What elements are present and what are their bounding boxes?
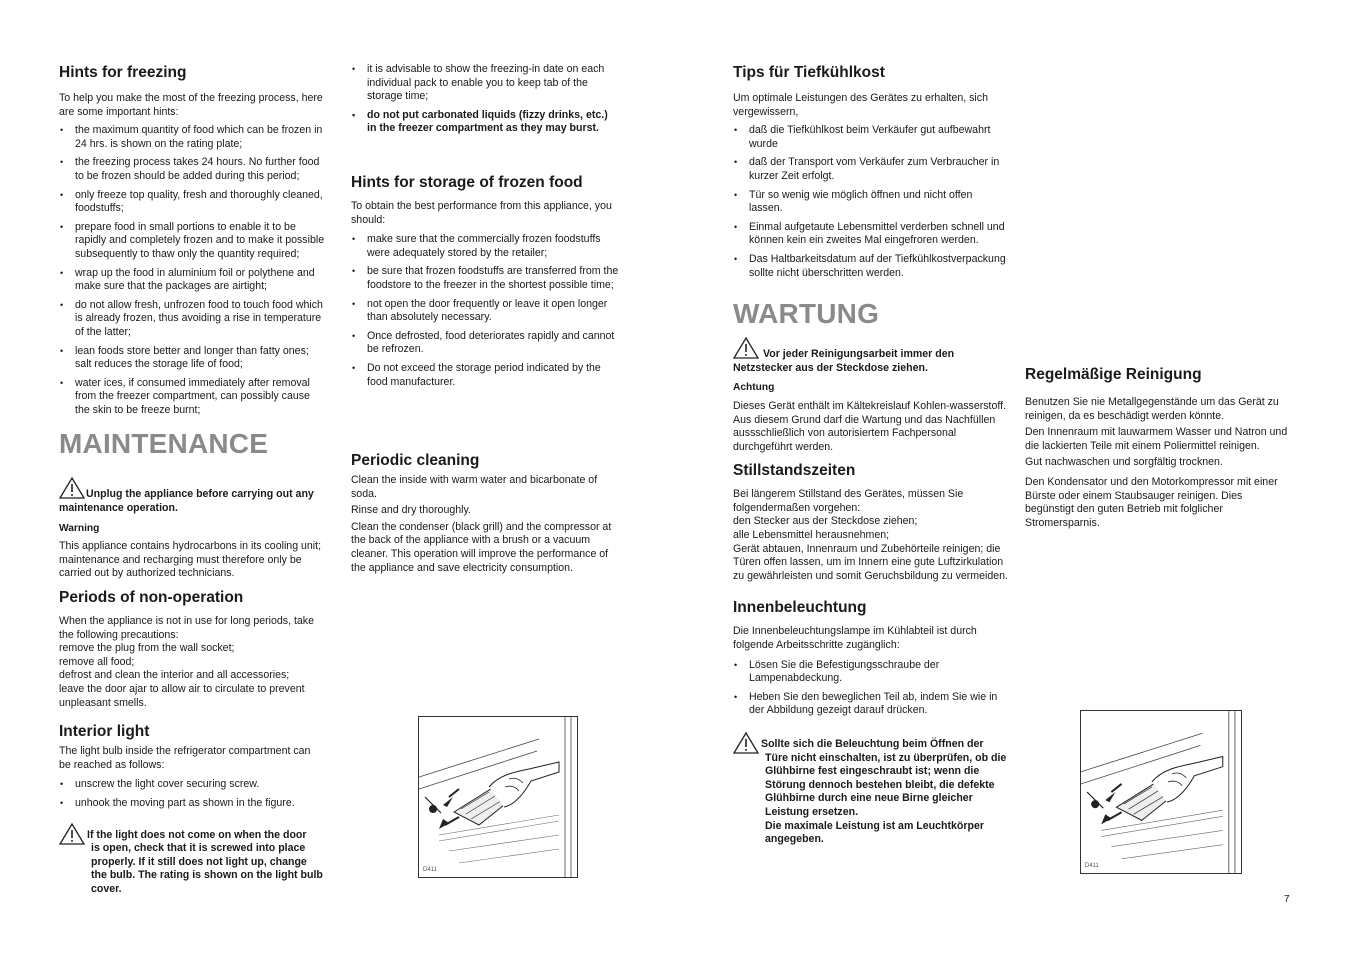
innen-warning [733, 738, 1008, 847]
list-item: • be sure that frozen foodstuffs are transferred from the foodstore to the freezer in the shortest possible time; [351, 265, 619, 292]
warning-triangle-icon [733, 732, 759, 754]
maintenance-warning [59, 477, 325, 515]
list-item: • not open the door frequently or leave it open longer than absolutely necessary. [351, 298, 619, 325]
list-item: • prepare food in small portions to enable it to be rapidly and completely frozen and to make it possible subsequently to thaw only the quantity required; [59, 221, 325, 262]
light-bulb-figure-right [1080, 710, 1242, 874]
list-item: • Lösen Sie die Befestigungsschraube der Lampenabdeckung. [733, 659, 1008, 686]
heading-stillstandszeiten: Stillstandszeiten [733, 462, 856, 480]
text-line: Gerät abtauen, Innenraum und Zubehörteile reinigen; die Türen offen lassen, um im Innern eine gute Luftzirkulation zu gewährleisten und somit Geruchsbildung zu vermeiden. [733, 542, 1008, 582]
interior-light-list [59, 778, 325, 810]
list-item: • Once defrosted, food deteriorates rapidly and cannot be refrozen. [351, 330, 619, 357]
periods-text [59, 615, 325, 710]
column-3 [733, 64, 1008, 847]
storage-intro: To obtain the best performance from this appliance, you should: [351, 199, 612, 226]
list-item: • Do not exceed the storage period indicated by the food manufacturer. [351, 362, 619, 389]
column-2 [351, 63, 619, 578]
achtung-label: Achtung [733, 382, 775, 394]
figure-label: D411 [423, 867, 437, 873]
heading-interior-light: Interior light [59, 723, 150, 741]
column-4 [1025, 366, 1291, 533]
text-line: defrost and clean the interior and all accessories; [59, 669, 290, 682]
warning-triangle-icon [59, 477, 85, 499]
light-cover-illustration [419, 717, 577, 877]
heading-innenbeleuchtung: Innenbeleuchtung [733, 599, 867, 617]
heading-maintenance: MAINTENANCE [59, 428, 269, 460]
text-line: remove all food; [59, 655, 135, 668]
hints-freezing-intro: To help you make the most of the freezing process, here are some important hints: [59, 92, 323, 118]
periodic-para: Clean the condenser (black grill) and the compressor at the back of the appliance with a brush or a vacuum cleaner. This operation will improve the performance of the appliance and save electricity consumption. [351, 520, 612, 574]
heading-periods-non-operation: Periods of non-operation [59, 589, 244, 607]
list-item: • do not allow fresh, unfrozen food to touch food which is already frozen, thus avoiding a rise in temperature of the latter; [59, 299, 325, 340]
periodic-para: Clean the inside with warm water and bicarbonate of soda. [351, 474, 598, 500]
warning-rest: is open, check that it is screwed into place properly. If it still does not light up, change the bulb. The rating is shown on the light bulb cover. [91, 842, 323, 895]
maintenance-warning-text: Unplug the appliance before carrying out any maintenance operation. [59, 488, 314, 515]
text-line: When the appliance is not in use for long periods, take the following precautions: [59, 615, 314, 641]
light-bulb-figure-left [418, 716, 578, 878]
list-item: • the maximum quantity of food which can be frozen in 24 hrs. is shown on the rating plate; [59, 124, 325, 151]
warning-triangle-icon [59, 823, 85, 845]
text-line: leave the door ajar to allow air to circulate to prevent unpleasant smells. [59, 683, 305, 709]
innen-list [733, 659, 1008, 718]
heading-regelmaessige-reinigung: Regelmäßige Reinigung [1025, 366, 1202, 383]
warning-first-line: If the light does not come on when the door [87, 828, 307, 841]
list-item: • daß die Tiefkühlkost beim Verkäufer gut aufbewahrt wurde [733, 124, 1008, 151]
warning-text: This appliance contains hydrocarbons in its cooling unit; maintenance and recharging must therefore only be carried out by authorized technicians. [59, 540, 322, 580]
list-item: • unhook the moving part as shown in the figure. [59, 797, 325, 811]
text-line: den Stecker aus der Steckdose ziehen; [733, 515, 918, 528]
warning-triangle-icon [733, 337, 759, 359]
wartung-warning-text: Vor jeder Reinigungsarbeit immer den Netzstecker aus der Steckdose ziehen. [733, 348, 955, 374]
list-item: • Einmal aufgetaute Lebensmittel verderben schnell und können kein ein zweites Mal eingefroren werden. [733, 221, 1008, 248]
list-item: • Das Haltbarkeitsdatum auf der Tiefkühlkostverpackung sollte nicht überschritten werden. [733, 253, 1008, 280]
warning-first-line: Sollte sich die Beleuchtung beim Öffnen der [761, 738, 984, 750]
column-1 [59, 64, 325, 897]
regel-para: Gut nachwaschen und sorgfältig trocknen. [1025, 456, 1223, 469]
light-cover-illustration [1081, 711, 1241, 873]
interior-light-warning [59, 829, 325, 897]
tips-intro: Um optimale Leistungen des Gerätes zu erhalten, sich vergewissern, [733, 92, 988, 118]
warning-rest: Türe nicht einschalten, ist zu überprüfen, ob die Glühbirne fest eingeschraubt ist; wenn die Störung dennoch bestehen bleibt, die defekte Glühbirne durch eine neue Birne gleicher Leistung ersetzen. [765, 751, 1007, 818]
heading-periodic-cleaning: Periodic cleaning [351, 452, 480, 470]
list-item-bold: • do not put carbonated liquids (fizzy drinks, etc.) in the freezer compartment as they may burst. [351, 109, 619, 136]
heading-hints-freezing: Hints for freezing [59, 64, 187, 81]
regel-para: Den Innenraum mit lauwarmem Wasser und Natron und die lackierten Teile mit einem Poliermittel reinigen. [1025, 426, 1288, 452]
figure-label: D411 [1085, 863, 1099, 869]
hints-freezing-list [59, 124, 325, 417]
wartung-warning [733, 337, 1008, 375]
achtung-text: Dieses Gerät enthält im Kältekreislauf Kohlen-wasserstoff. Aus diesem Grund darf die Wartung und das Nachfüllen aussschließlich von autorisiertem Fachpersonal durchgeführt werden. [733, 399, 1007, 453]
heading-tips-tiefkuehlkost: Tips für Tiefkühlkost [733, 64, 885, 81]
periodic-para: Rinse and dry thoroughly. [351, 504, 471, 517]
text-line: Bei längerem Stillstand des Gerätes, müssen Sie folgendermaßen vorgehen: [733, 488, 964, 514]
text-line: remove the plug from the wall socket; [59, 642, 235, 655]
list-item: • it is advisable to show the freezing-in date on each individual pack to enable you to keep tab of the storage time; [351, 63, 619, 104]
list-item: • Heben Sie den beweglichen Teil ab, indem Sie wie in der Abbildung gezeigt darauf drücken. [733, 691, 1008, 718]
list-item: • the freezing process takes 24 hours. No further food to be frozen should be added during this period; [59, 156, 325, 183]
heading-wartung: WARTUNG [733, 298, 880, 330]
page-number: 7 [1284, 894, 1290, 905]
list-item: • only freeze top quality, fresh and thoroughly cleaned, foodstuffs; [59, 189, 325, 216]
list-item: • lean foods store better and longer than fatty ones; salt reduces the storage life of food; [59, 345, 325, 372]
list-item: • daß der Transport vom Verkäufer zum Verbraucher in kurzer Zeit erfolgt. [733, 156, 1008, 183]
storage-list [351, 233, 619, 389]
heading-storage-frozen-food: Hints for storage of frozen food [351, 173, 583, 191]
list-item: • make sure that the commercially frozen foodstuffs were adequately stored by the retailer; [351, 233, 619, 260]
still-text [733, 488, 1008, 583]
list-item: • unscrew the light cover securing screw. [59, 778, 325, 792]
innen-intro: Die Innenbeleuchtungslampe im Kühlabteil ist durch folgende Arbeitsschritte zugänglich: [733, 625, 977, 652]
list-item: • Tür so wenig wie möglich öffnen und nicht offen lassen. [733, 189, 1008, 216]
text-line: alle Lebensmittel herausnehmen; [733, 529, 890, 542]
list-item: • water ices, if consumed immediately after removal from the freezer compartment, can possibly cause the skin to be freeze burnt; [59, 377, 325, 418]
interior-light-intro: The light bulb inside the refrigerator compartment can be reached as follows: [59, 745, 311, 771]
freezing-continued-list [351, 63, 619, 136]
warning-label: Warning [59, 522, 100, 534]
regel-para: Den Kondensator und den Motorkompressor mit einer Bürste oder einem Staubsauger reinigen. Dies begünstigt den guten Betrieb mit folglicher Stromersparnis. [1025, 475, 1278, 529]
regel-para: Benutzen Sie nie Metallgegenstände um das Gerät zu reinigen, da es beschädigt werden könnte. [1025, 396, 1279, 422]
tips-list [733, 124, 1008, 280]
warning-last: Die maximale Leistung ist am Leuchtkörper angegeben. [765, 819, 985, 846]
list-item: • wrap up the food in aluminium foil or polythene and make sure that the packages are airtight; [59, 267, 325, 294]
